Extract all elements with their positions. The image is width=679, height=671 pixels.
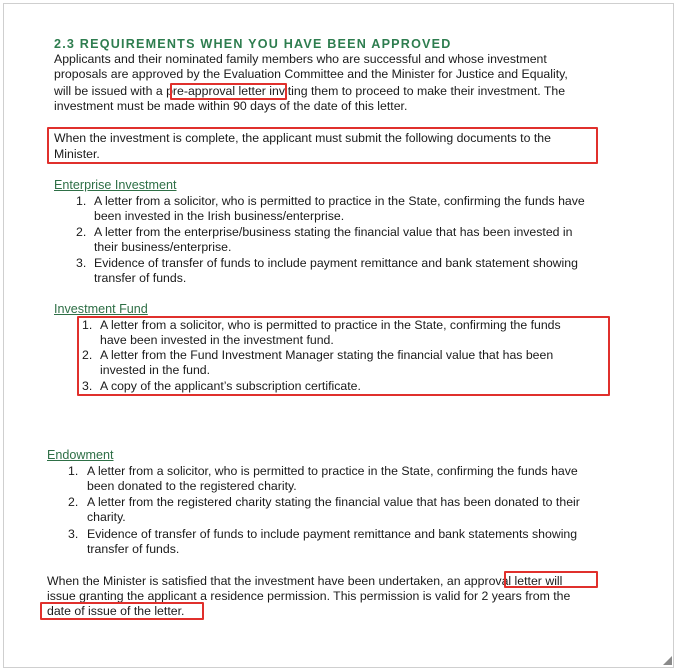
fund-item-3-line-1: A copy of the applicant’s subscription certificate. xyxy=(100,379,361,393)
intro-line-1: Applicants and their nominated family members who are successful and whose investment xyxy=(54,52,547,66)
enterprise-item-1-number: 1. xyxy=(76,194,87,208)
intro-line-2: proposals are approved by the Evaluation Committee and the Minister for Justice and Equality, xyxy=(54,67,568,81)
closing-line-3: date of issue of the letter. xyxy=(47,604,185,618)
enterprise-item-2-line-2: their business/enterprise. xyxy=(94,240,232,254)
enterprise-item-1-line-1: A letter from a solicitor, who is permitted to practice in the State, confirming the funds have xyxy=(94,194,585,208)
pre-approval-highlight-box xyxy=(170,83,287,100)
completion-line-2: Minister. xyxy=(54,147,100,161)
pre-approval-letter-text: pre-approval letter xyxy=(166,84,266,98)
endowment-item-3-line-1: Evidence of transfer of funds to include payment remittance and bank statements showing xyxy=(87,527,578,541)
fund-highlight-box xyxy=(77,316,610,396)
fund-item-2-line-2: invested in the fund. xyxy=(100,363,211,377)
closing-line-1-start: When the Minister is satisfied that the investment have been undertaken, an xyxy=(47,574,464,588)
fund-item-1-line-2: have been invested in the investment fund. xyxy=(100,333,334,347)
endowment-item-3-line-2: transfer of funds. xyxy=(87,542,180,556)
endowment-item-1-number: 1. xyxy=(68,464,79,478)
intro-line-4: investment must be made within 90 days of the date of this letter. xyxy=(54,99,408,113)
date-of-issue-highlight-box xyxy=(40,602,204,620)
enterprise-investment-heading: Enterprise Investment xyxy=(54,178,177,192)
enterprise-item-2-line-1: A letter from the enterprise/business stating the financial value that has been invested in xyxy=(94,225,573,239)
endowment-item-1-line-2: been donated to the registered charity. xyxy=(87,479,297,493)
endowment-item-2-line-2: charity. xyxy=(87,510,126,524)
intro-line-3-start: will be issued with a xyxy=(54,84,167,98)
fund-item-2-number: 2. xyxy=(82,348,93,362)
completion-highlight-box xyxy=(47,127,598,164)
fund-item-2-line-1: A letter from the Fund Investment Manager stating the financial value that has been xyxy=(100,348,554,362)
endowment-item-2-line-1: A letter from the registered charity stating the financial value that has been donated to their xyxy=(87,495,580,509)
closing-line-1 xyxy=(47,574,562,589)
intro-line-3 xyxy=(54,84,565,99)
enterprise-item-3-line-2: transfer of funds. xyxy=(94,271,187,285)
enterprise-item-3-number: 3. xyxy=(76,256,87,270)
closing-line-1-end: will xyxy=(541,574,563,588)
endowment-item-3-number: 3. xyxy=(68,527,79,541)
intro-line-3-end: inviting them to proceed to make their investment. The xyxy=(265,84,566,98)
enterprise-item-2-number: 2. xyxy=(76,225,87,239)
enterprise-item-3-line-1: Evidence of transfer of funds to include payment remittance and bank statement showing xyxy=(94,256,578,270)
section-heading: 2.3 REQUIREMENTS WHEN YOU HAVE BEEN APPROVED xyxy=(54,37,452,51)
fund-item-3-number: 3. xyxy=(82,379,93,393)
approval-letter-highlight-box xyxy=(504,571,598,588)
investment-fund-heading: Investment Fund xyxy=(54,302,148,316)
completion-line-1: When the investment is complete, the applicant must submit the following documents to the xyxy=(54,131,551,145)
approval-letter-text: approval letter xyxy=(463,574,542,588)
enterprise-item-1-line-2: been invested in the Irish business/enterprise. xyxy=(94,209,345,223)
resize-corner-icon xyxy=(663,656,672,665)
fund-item-1-number: 1. xyxy=(82,318,93,332)
endowment-heading: Endowment xyxy=(47,448,114,462)
endowment-item-2-number: 2. xyxy=(68,495,79,509)
endowment-item-1-line-1: A letter from a solicitor, who is permitted to practice in the State, confirming the funds have xyxy=(87,464,578,478)
fund-item-1-line-1: A letter from a solicitor, who is permitted to practice in the State, confirming the funds xyxy=(100,318,561,332)
closing-line-2: issue granting the applicant a residence permission. This permission is valid for 2 years from the xyxy=(47,589,571,603)
